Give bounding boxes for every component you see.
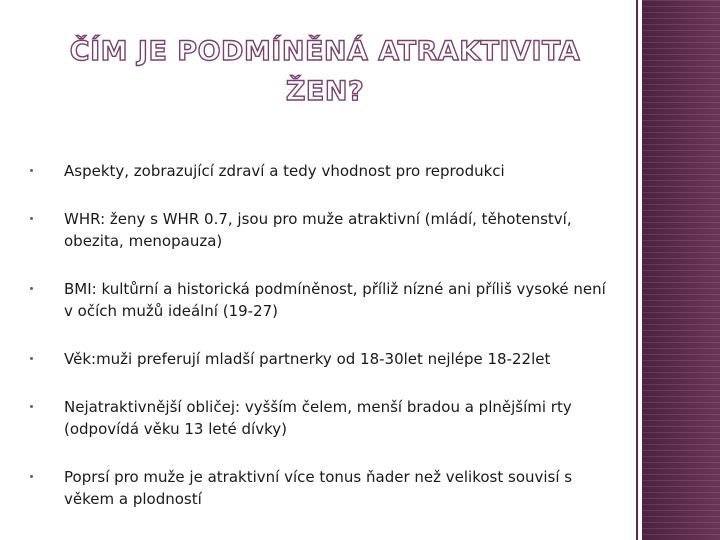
bullet-icon bbox=[30, 287, 33, 290]
bullet-text: Aspekty, zobrazující zdraví a tedy vhodnost pro reprodukci bbox=[64, 162, 505, 180]
list-item bbox=[26, 278, 616, 322]
bullet-icon bbox=[30, 357, 33, 360]
list-item bbox=[26, 396, 616, 440]
bullet-text: WHR: ženy s WHR 0.7, jsou pro muže atraktivní (mládí, těhotenství, obezita, menopauza) bbox=[64, 210, 572, 250]
list-item bbox=[26, 160, 616, 182]
decorative-side-panel bbox=[642, 0, 720, 540]
bullet-text: Nejatraktivnější obličej: vyšším čelem, menší bradou a plnějšími rty (odpovídá věku 13 leté dívky) bbox=[64, 398, 572, 438]
list-item bbox=[26, 208, 616, 252]
bullet-icon bbox=[30, 217, 33, 220]
list-item bbox=[26, 466, 616, 510]
bullet-text: Věk:muži preferují mladší partnerky od 18-30let nejlépe 18-22let bbox=[64, 350, 551, 368]
bullet-icon bbox=[30, 475, 33, 478]
bullet-list bbox=[26, 160, 616, 536]
bullet-text: BMI: kultůrní a historická podmíněnost, příliž nízné ani příliš vysoké není v očích mužů ideální (19-27) bbox=[64, 280, 606, 320]
list-item bbox=[26, 348, 616, 370]
bullet-icon bbox=[30, 405, 33, 408]
bullet-text: Poprsí pro muže je atraktivní více tonus ňader než velikost souvisí s věkem a plodností bbox=[64, 468, 573, 508]
bullet-icon bbox=[30, 169, 33, 172]
slide-title: ČÍM JE PODMÍNĚNÁ ATRAKTIVITA ŽEN? bbox=[69, 36, 581, 107]
decorative-divider bbox=[636, 0, 638, 540]
